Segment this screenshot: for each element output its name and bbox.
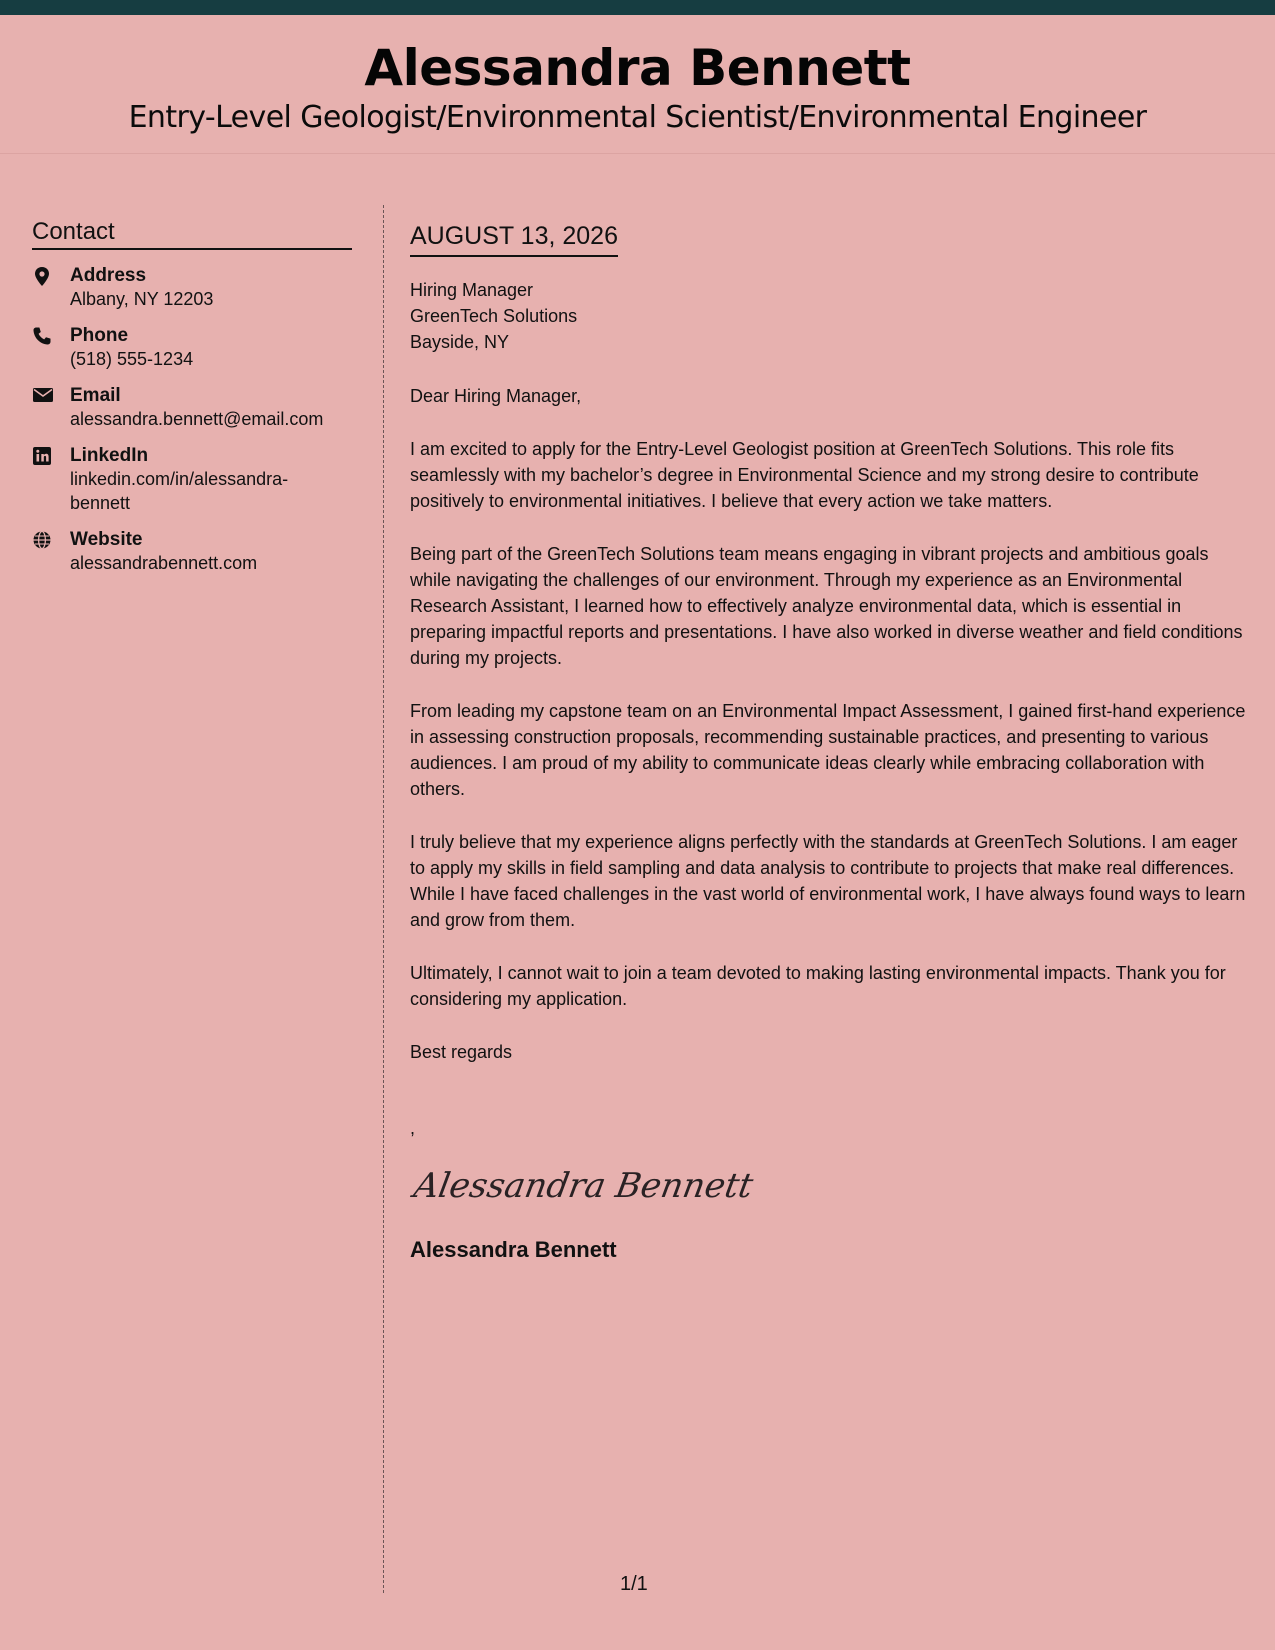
page-number: 1/1 [620,1573,648,1595]
letter-paragraph: From leading my capstone team on an Environmental Impact Assessment, I gained first-hand experience in assessing construction proposals, recommending sustainable practices, and presenting to various audiences. I am proud of my ability to communicate ideas clearly while embracing collaboration with others. [410,701,1246,799]
handwritten-signature: Alessandra Bennett [410,1166,756,1206]
phone-icon [32,324,70,346]
contact-label: Email [70,385,121,406]
column-divider [383,205,384,1593]
contact-phone [32,324,352,371]
map-pin-icon [32,264,70,288]
envelope-icon [32,384,70,404]
salutation: Dear Hiring Manager, [410,386,582,406]
phone-value: (518) 555-1234 [70,349,194,369]
contact-label: LinkedIn [70,445,149,466]
closing: Best regards [410,1042,513,1062]
contact-label: Phone [70,325,129,346]
contact-email [32,384,352,431]
letter-paragraph: I am excited to apply for the Entry-Level Geologist position at GreenTech Solutions. This role fits seamlessly with my bachelor’s degree in Environmental Science and my strong desire to contribute positively to environmental initiatives. I believe that every action we take matters. [410,439,1199,511]
signer-name: Alessandra Bennett [410,1237,617,1262]
recipient-block [410,277,1250,355]
email-value[interactable]: alessandra.bennett@email.com [70,409,324,429]
letter-paragraph: Being part of the GreenTech Solutions team means engaging in vibrant projects and ambitious goals while navigating the challenges of our environment. Through my experience as an Environmental Research Assistant, I learned how to effectively analyze environmental data, which is essential in preparing impactful reports and presentations. I have also worked in diverse weather and field conditions during my projects. [410,544,1243,668]
contact-sidebar [32,220,352,588]
contact-address [32,264,352,311]
contact-heading: Contact [32,220,352,250]
letter-date: AUGUST 13, 2026 [410,224,618,257]
letter-paragraph: I truly believe that my experience aligns perfectly with the standards at GreenTech Solutions. I am eager to apply my skills in field sampling and data analysis to contribute to projects that make real differences. While I have faced challenges in the vast world of environmental work, I have always found ways to learn and grow from them. [410,832,1246,930]
contact-label: Website [70,529,143,550]
contact-linkedin [32,444,352,515]
website-value[interactable]: alessandrabennett.com [70,553,258,573]
contact-label: Address [70,265,147,286]
linkedin-icon [32,444,70,466]
header [0,15,1275,154]
contact-website [32,528,352,575]
recipient-line: GreenTech Solutions [410,306,578,326]
linkedin-value[interactable]: linkedin.com/in/alessandra-bennett [70,469,289,513]
address-value: Albany, NY 12203 [70,289,214,309]
recipient-line: Bayside, NY [410,332,510,352]
letter-body [410,224,1250,1263]
top-accent-bar [0,0,1275,15]
closing-comma: , [410,1118,416,1138]
globe-icon [32,528,70,550]
job-title: Entry-Level Geologist/Environmental Scientist/Environmental Engineer [128,100,1147,135]
recipient-line: Hiring Manager [410,280,534,300]
candidate-name: Alessandra Bennett [364,39,911,97]
letter-paragraph: Ultimately, I cannot wait to join a team devoted to making lasting environmental impacts. Thank you for considering my application. [410,963,1226,1009]
